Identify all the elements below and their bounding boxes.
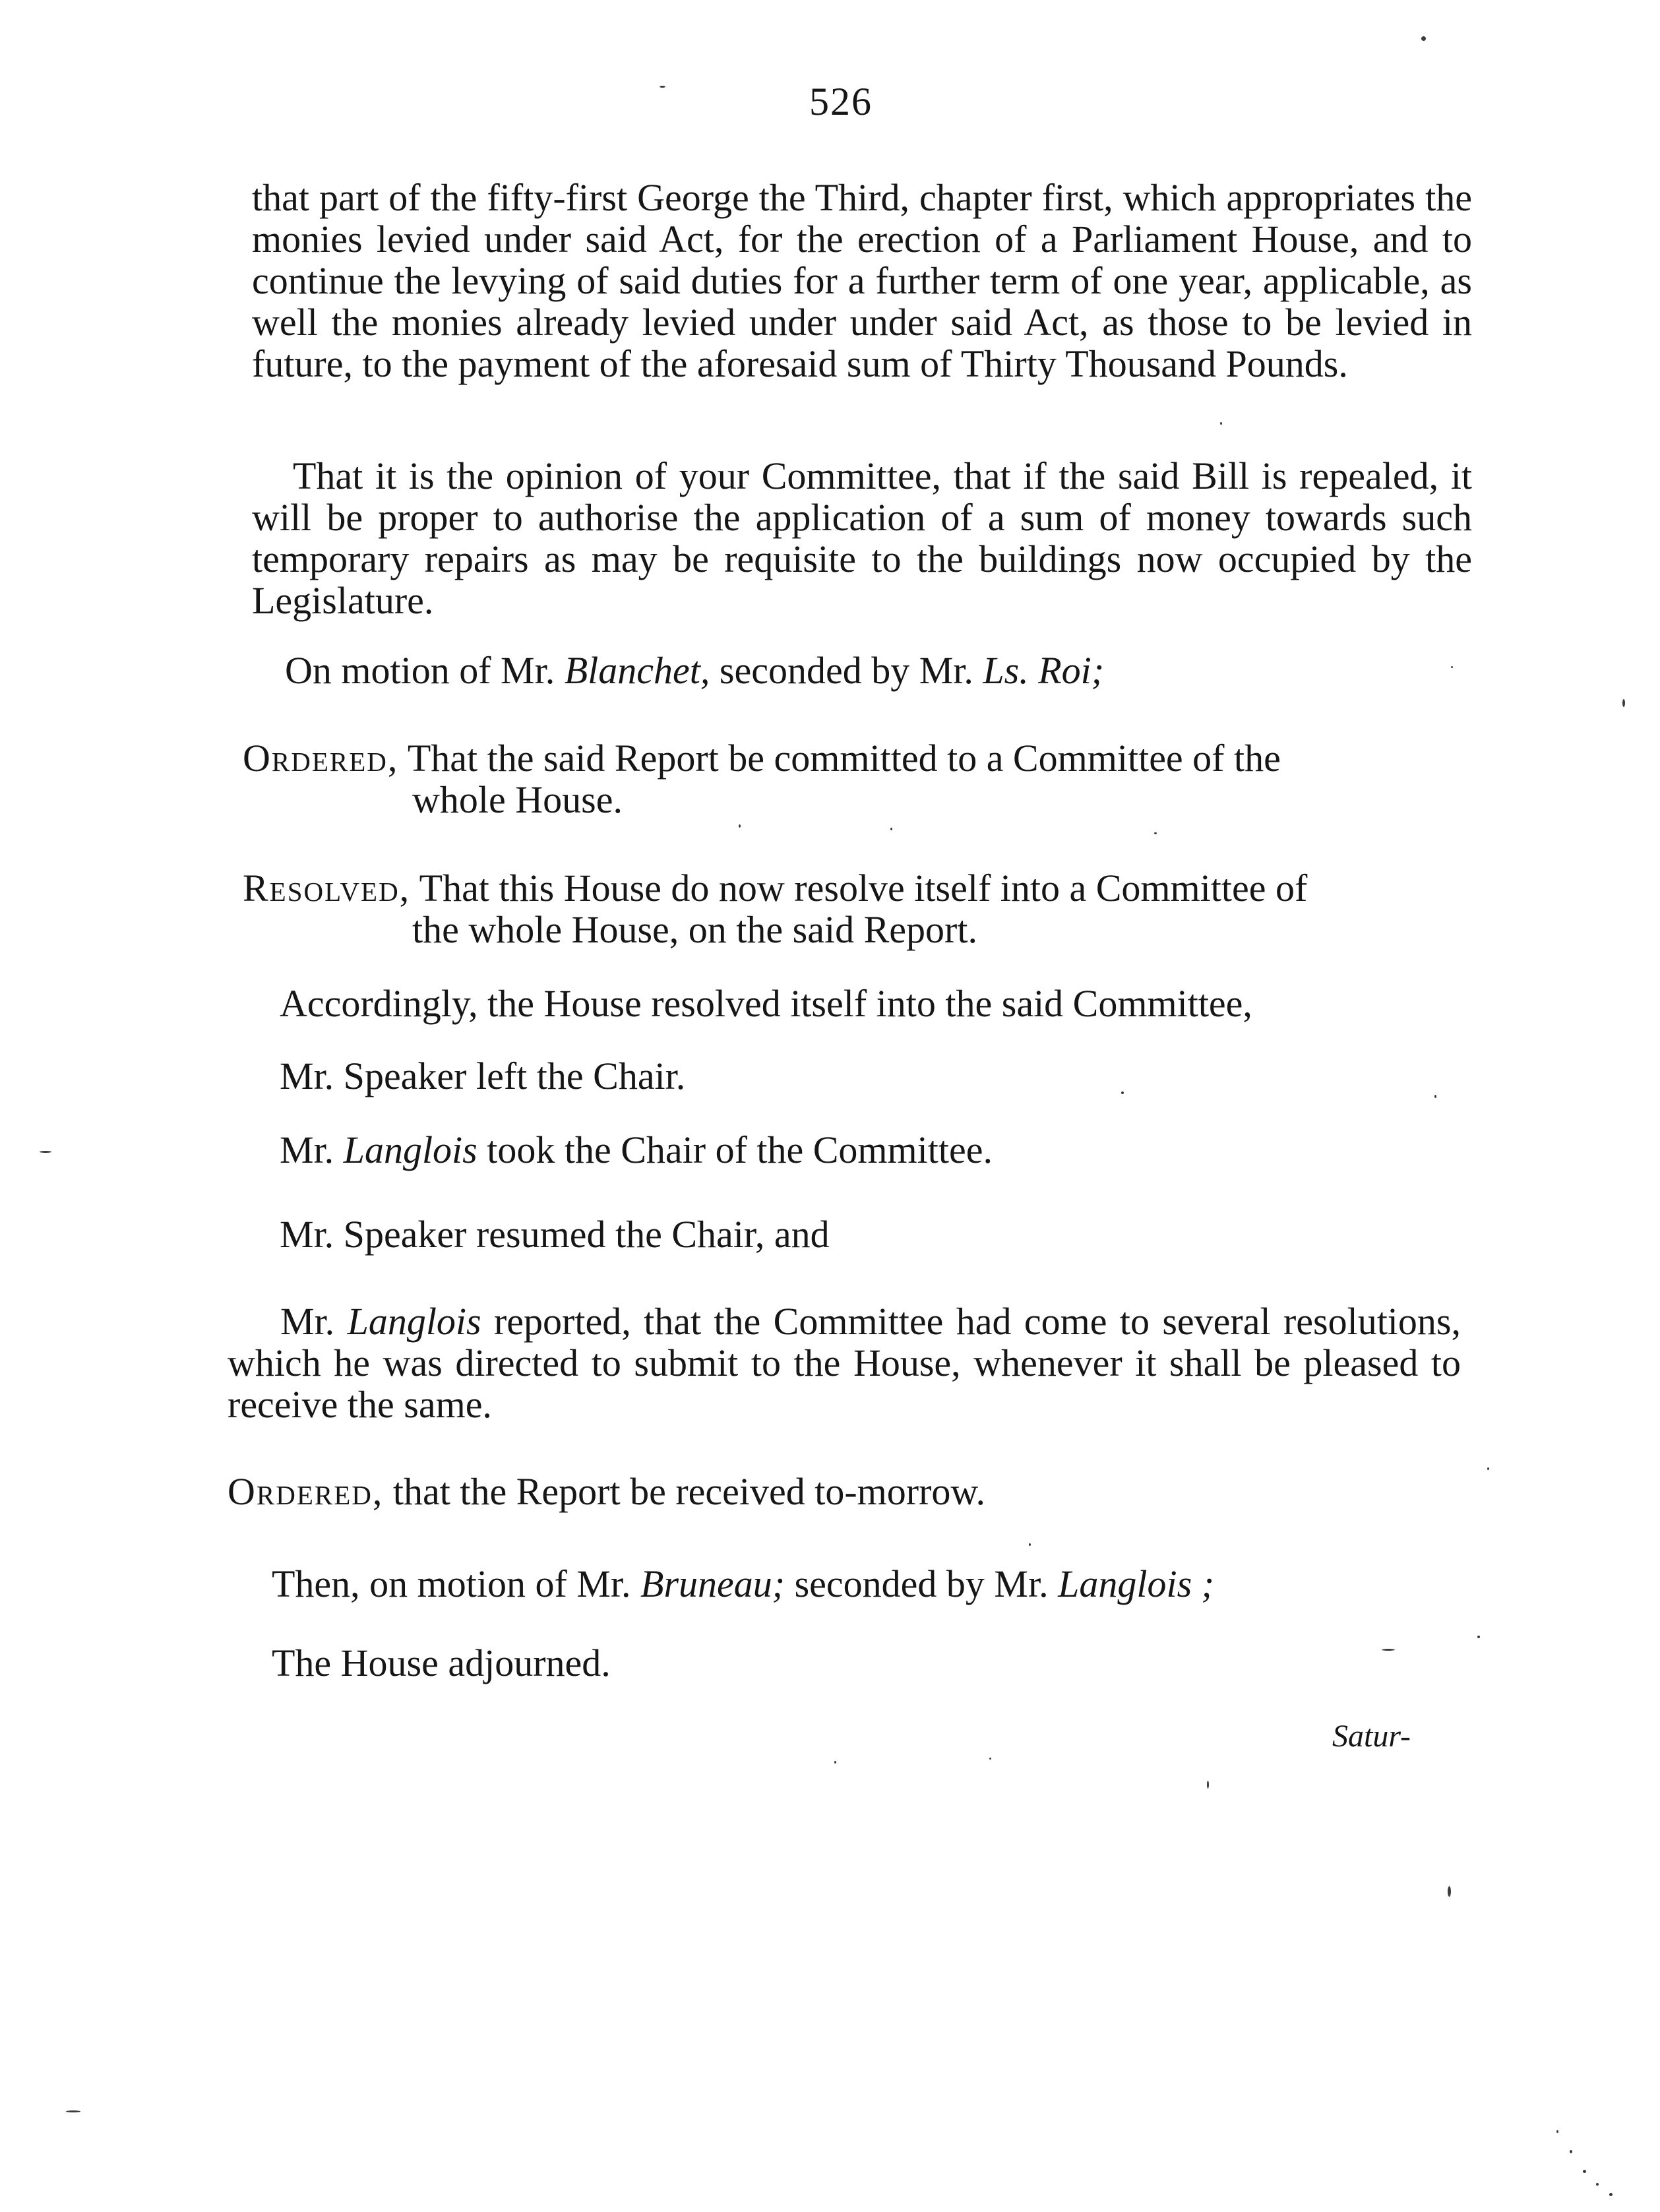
motion2-prefix: Then, on motion of Mr. (272, 1562, 641, 1605)
scan-speck (1154, 832, 1157, 834)
motion-bruneau (272, 1563, 1214, 1605)
adjourned-line: The House adjourned. (272, 1642, 611, 1684)
scan-speck (660, 86, 665, 88)
scan-speck (739, 824, 741, 828)
motion2-seconder: Langlois ; (1058, 1562, 1214, 1605)
mover-name: Blanchet, (564, 649, 710, 692)
catchword: Satur- (1332, 1719, 1411, 1754)
scan-speck (1421, 36, 1426, 41)
scan-speck (1434, 1095, 1436, 1098)
speaker-resumed-line: Mr. Speaker resumed the Chair, and (280, 1213, 830, 1256)
scan-speck (1596, 2183, 1599, 2186)
scan-speck (1121, 1091, 1124, 1094)
report-name: Langlois (347, 1300, 481, 1343)
scan-speck (40, 1151, 51, 1153)
scan-speck (1609, 2193, 1613, 2196)
scan-speck (989, 1758, 991, 1760)
resolved-committee-continuation: the whole House, on the said Report. (412, 908, 977, 951)
motion-middle: seconded by Mr. (710, 649, 983, 692)
report-prefix: Mr. (280, 1300, 348, 1343)
chair-suffix: took the Chair of the Committee. (477, 1128, 993, 1171)
chair-name: Langlois (343, 1128, 477, 1171)
motion-blanchet (285, 650, 1104, 691)
ordered-received (228, 1471, 985, 1512)
chair-prefix: Mr. (280, 1128, 344, 1171)
scan-speck (66, 2110, 80, 2112)
ordered-received-label: Ordered, (228, 1470, 384, 1513)
resolved-committee (243, 867, 1307, 909)
motion2-middle: seconded by Mr. (785, 1562, 1059, 1605)
scan-speck (834, 1761, 836, 1764)
speaker-left-line: Mr. Speaker left the Chair. (280, 1055, 686, 1097)
resolved-label: Resolved, (243, 867, 411, 909)
seconder-name: Ls. Roi; (983, 649, 1105, 692)
scan-speck (1451, 666, 1453, 668)
scan-speck (1556, 2130, 1558, 2133)
langlois-chair-line (280, 1129, 993, 1171)
ordered-committed-continuation: whole House. (412, 778, 623, 821)
scan-speck (1382, 1649, 1395, 1651)
scan-speck (1487, 1467, 1489, 1470)
scan-speck (1448, 1886, 1451, 1897)
ordered-received-text: that the Report be received to-morrow. (383, 1470, 986, 1513)
scan-speck (1207, 1781, 1209, 1789)
ordered-committed (243, 737, 1281, 779)
scan-speck (1477, 1636, 1480, 1638)
ordered-text: That the said Report be committed to a Committee of the (398, 737, 1281, 780)
scan-speck (1029, 1543, 1031, 1546)
motion-prefix: On motion of Mr. (285, 649, 565, 692)
scan-speck (890, 828, 892, 830)
motion2-mover: Bruneau; (640, 1562, 785, 1605)
scan-speck (1622, 699, 1625, 707)
scan-speck (1220, 422, 1222, 425)
langlois-report-paragraph (228, 1301, 1461, 1425)
page-number: 526 (809, 80, 873, 123)
scan-speck (1583, 2170, 1586, 2173)
resolved-text: That this House do now resolve itself into a Committee of (410, 867, 1308, 909)
paragraph-committee-opinion: That it is the opinion of your Committee, that if the said Bill is repealed, it will be proper to authorise the application of a sum of money towards such temporary repairs as may be requisite to the buildings now occupied by the Legislature. (252, 454, 1472, 622)
paragraph-bill-repeal: that part of the fifty-first George the Third, chapter first, which appropriates the monies levied under said Act, for the erection of a Parliament House, and to continue the levying of said duties for a further term of one year, applicable, as well the monies already levied under under said Act, as those to be levied in future, to the payment of the aforesaid sum of Thirty Thousand Pounds. (252, 176, 1472, 385)
accordingly-line: Accordingly, the House resolved itself into the said Committee, (280, 982, 1252, 1025)
ordered-label: Ordered, (243, 737, 399, 780)
report-text: reported, that the Committee had come to several resolutions, which he was directed to submit to the House, whenever it shall be pleased to receive the same. (228, 1300, 1461, 1426)
scan-speck (1570, 2150, 1572, 2153)
